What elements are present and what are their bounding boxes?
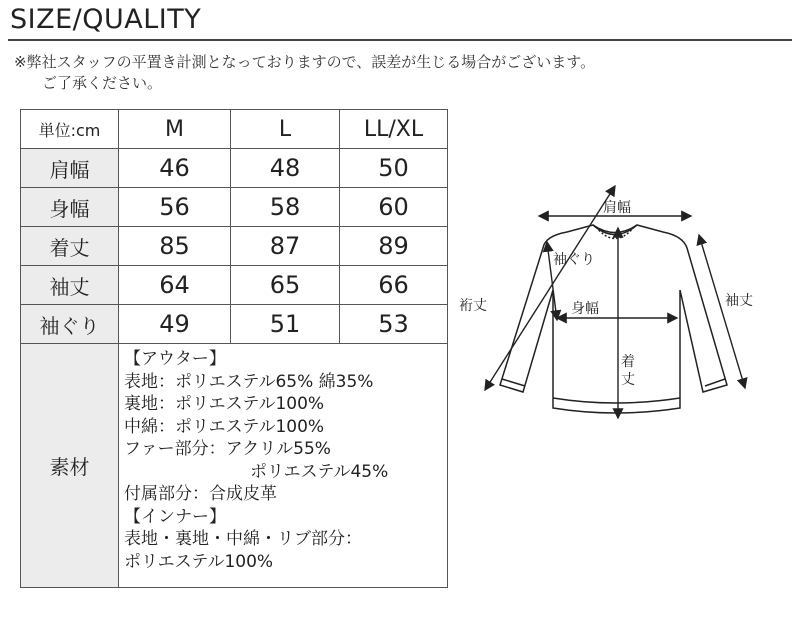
cell-value: 46: [119, 149, 231, 188]
size-col-m: M: [119, 110, 231, 149]
table-row: [21, 266, 448, 305]
table-row: [21, 305, 448, 344]
cell-value: 85: [119, 227, 231, 266]
cell-value: 87: [231, 227, 340, 266]
material-line: 中綿：ポリエステル100%: [124, 416, 325, 437]
garment-measurement-diagram: [455, 170, 775, 450]
material-line: 表地・裏地・中綿・リブ部分：: [124, 529, 362, 549]
cell-value: 64: [119, 266, 231, 305]
size-header-row: [21, 110, 448, 149]
garment-outline: [500, 225, 727, 413]
material-label: 素材: [21, 344, 119, 588]
title-divider: [8, 39, 792, 41]
cell-value: 51: [231, 305, 340, 344]
unit-label: 単位:cm: [21, 110, 119, 149]
material-details: [119, 344, 448, 588]
row-label: 着丈: [21, 227, 119, 266]
cell-value: 48: [231, 149, 340, 188]
length-label-bottom: 丈: [621, 372, 635, 388]
cell-value: 66: [340, 266, 448, 305]
row-label: 袖丈: [21, 266, 119, 305]
table-row: [21, 188, 448, 227]
row-label: 身幅: [21, 188, 119, 227]
cell-value: 53: [340, 305, 448, 344]
body-width-label: 身幅: [571, 301, 599, 317]
material-line: 表地：ポリエステル65% 綿35%: [124, 371, 374, 392]
cell-value: 60: [340, 188, 448, 227]
material-line: 【アウター】: [124, 349, 226, 369]
armhole-label: 袖ぐり: [553, 252, 595, 268]
material-line: ファー部分：アクリル55%: [124, 439, 331, 459]
row-label: 肩幅: [21, 149, 119, 188]
material-line: 【インナー】: [124, 506, 226, 527]
cell-value: 50: [340, 149, 448, 188]
table-row: [21, 149, 448, 188]
cell-value: 65: [231, 266, 340, 305]
cell-value: 89: [340, 227, 448, 266]
material-line: 付属部分：合成皮革: [124, 484, 277, 504]
measurement-note: [14, 52, 784, 94]
material-line: ポリエステル45%: [250, 461, 389, 482]
yuki-label: 裄丈: [459, 298, 487, 314]
cell-value: 56: [119, 188, 231, 227]
page-title: SIZE/QUALITY: [10, 4, 202, 35]
cell-value: 49: [119, 305, 231, 344]
material-line: ポリエステル100%: [124, 551, 274, 572]
note-line-2: ご了承ください。: [42, 74, 163, 92]
material-row: [21, 344, 448, 588]
length-label-top: 着: [621, 354, 635, 370]
sleeve-label: 袖丈: [725, 293, 753, 309]
size-col-l: L: [231, 110, 340, 149]
row-label: 袖ぐり: [21, 305, 119, 344]
size-col-llxl: LL/XL: [340, 110, 448, 149]
cell-value: 58: [231, 188, 340, 227]
note-line-1: ※弊社スタッフの平置き計測となっておりますので、誤差が生じる場合がございます。: [14, 53, 596, 71]
table-row: [21, 227, 448, 266]
size-table: [20, 109, 448, 588]
shoulder-label: 肩幅: [603, 200, 631, 216]
material-line: 裏地：ポリエステル100%: [124, 394, 325, 414]
